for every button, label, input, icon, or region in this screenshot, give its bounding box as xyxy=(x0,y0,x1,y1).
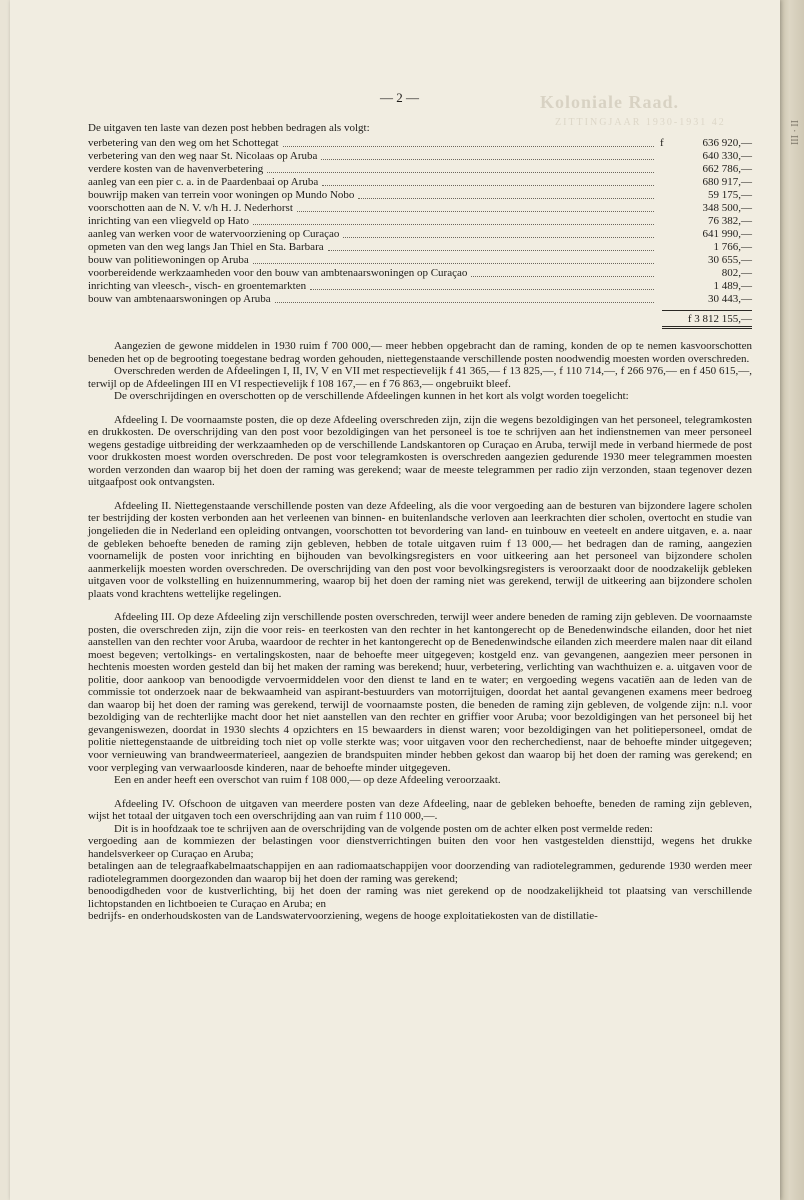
edge-marks: II · III xyxy=(788,120,799,145)
expenditure-label: bouw van politiewoningen op Aruba xyxy=(88,254,249,266)
body-paragraph: vergoeding aan de kommiezen der belastingen voor dienstverrichtingen buiten den voor hen vastgestelden diensttijd, wegens het drukke handelsverkeer op Curaçao en Aruba; xyxy=(88,835,752,860)
expenditure-item xyxy=(88,163,752,176)
expenditure-label: aanleg van een pier c. a. in de Paardenbaai op Aruba xyxy=(88,176,319,188)
expenditure-amount: 636 920,— xyxy=(702,137,752,149)
leader-dots xyxy=(358,198,654,199)
body-paragraph: Overschreden werden de Afdeelingen I, II, IV, V en VII met respectievelijk f 41 365,— f 13 825,—, f 110 714,—, f 266 976,— en f 450 615,—, terwijl op de Afdeelingen III en VI respectievelijk f 108 167,— en f 76 863,— ongebruikt bleef. xyxy=(88,365,752,390)
body-paragraphs xyxy=(88,340,752,923)
body-paragraph: bedrijfs- en onderhoudskosten van de Landswatervoorziening, wegens de hooge exploitatiekosten van de distillatie- xyxy=(88,910,598,923)
leader-dots xyxy=(253,263,654,264)
expenditure-label: verbetering van den weg naar St. Nicolaas op Aruba xyxy=(88,150,318,162)
currency-symbol: f xyxy=(660,137,664,149)
body-paragraph: Afdeeling I. De voornaamste posten, die op deze Afdeeling overschreden zijn, zijn die wegens bezoldigingen van het personeel, telegramkosten en drukkosten. De overschrijding van den post voor bezoldigingen van het personeel is toe te schrijven aan het indienstnemen van meer personeel wegens gestadige uitbreiding der werkzaamheden op de verschillende Landskantoren op Curaçao en Aruba, terwijl mede in verband hiermede de post voor drukkosten moest worden overschreden. De post voor telegramkosten is overschreden aangezien gedurende 1930 meer telegrammen moesten worden verzonden dan waarop bij het doen der raming was gerekend; waar de meeste telegrammen per radio zijn verzonden, staan tegenover dezen uitgaafpost ook ontvangsten. xyxy=(88,413,752,489)
book-page-edge xyxy=(780,0,804,1200)
expenditure-item xyxy=(88,241,752,254)
body-paragraph: betalingen aan de telegraafkabelmaatschappijen en aan radiomaatschappijen voor doorzending van radiotelegrammen, gedurende 1930 werden meer radiotelegrammen doorgezonden dan waarop bij het doen der raming was gerekend; xyxy=(88,860,752,885)
expenditure-amount: 1 489,— xyxy=(713,280,752,292)
expenditure-list xyxy=(88,137,752,306)
leader-dots xyxy=(471,276,654,277)
expenditure-label: bouw van ambtenaarswoningen op Aruba xyxy=(88,293,271,305)
leader-dots xyxy=(275,302,654,303)
expenditure-item xyxy=(88,176,752,189)
expenditure-item xyxy=(88,150,752,163)
expenditure-label: aanleg van werken voor de watervoorziening op Curaçao xyxy=(88,228,340,240)
expenditure-item xyxy=(88,202,752,215)
expenditure-item xyxy=(88,215,752,228)
expenditure-label: inrichting van vleesch-, visch- en groentemarkten xyxy=(88,280,307,292)
leader-dots xyxy=(283,146,654,147)
expenditure-item xyxy=(88,254,752,267)
expenditure-amount: 641 990,— xyxy=(702,228,752,240)
body-paragraph: Aangezien de gewone middelen in 1930 ruim f 700 000,— meer hebben opgebracht dan de raming, konden de op te nemen kasvoorschotten beneden het op de begrooting toegestane bedrag worden gehouden, niettegenstaande verschillende posten noodwendig moesten worden overschreden. xyxy=(88,340,752,365)
body-paragraph: De overschrijdingen en overschotten op de verschillende Afdeelingen kunnen in het kort als volgt worden toegelicht: xyxy=(114,390,629,403)
expenditure-intro: De uitgaven ten laste van dezen post hebben bedragen als volgt: xyxy=(88,122,370,134)
body-paragraph: benoodigdheden voor de kustverlichting, bij het doen der raming was niet gerekend op de noodzakelijkheid tot plaatsing van verschillende lichtopstanden en lichtboeien te Curaçao en Aruba; en xyxy=(88,885,752,910)
expenditure-item xyxy=(88,189,752,202)
bleed-through-subtitle: ZITTINGJAAR 1930-1931 42 xyxy=(555,117,726,128)
body-paragraph: Afdeeling IV. Ofschoon de uitgaven van meerdere posten van deze Afdeeling, naar de gebleken behoefte, beneden de raming zijn gebleven, wijst het totaal der uitgaven toch een overschrijding aan van ruim f 110 000,—. xyxy=(88,797,752,823)
expenditure-item xyxy=(88,293,752,306)
expenditure-amount: 1 766,— xyxy=(713,241,752,253)
leader-dots xyxy=(297,211,654,212)
total-amount: f 3 812 155,— xyxy=(662,310,752,330)
leader-dots xyxy=(343,237,654,238)
expenditure-label: inrichting van een vliegveld op Hato xyxy=(88,215,249,227)
leader-dots xyxy=(321,159,654,160)
expenditure-item xyxy=(88,228,752,241)
expenditure-amount: 640 330,— xyxy=(702,150,752,162)
expenditure-label: voorbereidende werkzaamheden voor den bouw van ambtenaarswoningen op Curaçao xyxy=(88,267,468,279)
expenditure-amount: 59 175,— xyxy=(708,189,752,201)
expenditure-label: verdere kosten van de havenverbetering xyxy=(88,163,264,175)
leader-dots xyxy=(310,289,654,290)
expenditure-amount: 662 786,— xyxy=(702,163,752,175)
body-paragraph: Afdeeling II. Niettegenstaande verschillende posten van deze Afdeeling, als die voor vergoeding aan de besturen van bijzondere lagere scholen ter bestrijding der kosten verbonden aan het verleenen van binnen- en buitenlandsche verloven aan leerkrachten dier scholen, overtocht en studie van jongelieden die in Nederland een opleiding ontvangen, voorschotten tot bevordering van land- en tuinbouw en veeteelt en andere uitgaven, e. a. naar de gebleken behoefte beneden de raming zijn gebleven, hebben de totale uitgaven ruim f 13 000,— het bedragen dan de raming, aangezien voornamelijk de posten voor inrichting en bijhouden van bevolkingsregisters en voor uitkeering aan het personeel van bijzondere scholen aanmerkelijk moesten worden overschreden. De overschrijding van den post voor bevolkingsregisters is veroorzaakt door de noodzakelijk gebleken uitgaven voor de volkstelling en huizennummering, waarop bij het doen der raming niet was gerekend, terwijl de uitkeering aan bijzondere scholen plaats vond krachtens wettelijke regelingen. xyxy=(88,499,752,600)
expenditure-label: bouwrijp maken van terrein voor woningen op Mundo Nobo xyxy=(88,189,355,201)
expenditure-label: opmeten van den weg langs Jan Thiel en Sta. Barbara xyxy=(88,241,324,253)
leader-dots xyxy=(253,224,654,225)
expenditure-amount: 348 500,— xyxy=(702,202,752,214)
expenditure-amount: 802,— xyxy=(721,267,752,279)
leader-dots xyxy=(267,172,654,173)
body-paragraph: Dit is in hoofdzaak toe te schrijven aan de overschrijding van de volgende posten om de achter elken post vermelde reden: xyxy=(114,822,653,835)
total-row xyxy=(88,310,752,330)
leader-dots xyxy=(328,250,654,251)
body-paragraph: Een en ander heeft een overschot van ruim f 108 000,— op deze Afdeeling veroorzaakt. xyxy=(114,774,501,787)
expenditure-label: verbetering van den weg om het Schottegat xyxy=(88,137,279,149)
expenditure-item xyxy=(88,280,752,293)
expenditure-amount: 76 382,— xyxy=(708,215,752,227)
expenditure-item xyxy=(88,267,752,280)
body-paragraph: Afdeeling III. Op deze Afdeeling zijn verschillende posten overschreden, terwijl weer andere beneden de raming zijn gebleven. De voornaamste posten, die overschreden zijn, zijn die voor reis- en teerkosten van den rechter in het kantongerecht op de Benedenwindsche eilanden, door het niet aanstellen van den rechter voor Aruba, waardoor de rechter in het kantongerecht op de Benedenwindsche eilanden zich meerdere malen naar dit eiland moest begeven; vertolkings- en vertalingskosten, naar de behoefte meer uitgegeven; kostgeld enz. van gevangenen, aangezien meer personen in hechtenis moesten worden gesteld dan bij het maken der raming was berekend; huur, verbetering, verlichting van wachthuizen e. a. uitgaven voor de politie, door aankoop van benoodigde vervoermiddelen voor den dienst te land en te water; en vergoeding wegens vacatiën aan de leden van de commissie tot onderzoek naar de bekwaamheid van aspirant-bestuurders van motorrijtuigen, doordat het aantal gevangenen examens meer bedroeg dan waarop bij het doen der raming was gerekend, terwijl de voornaamste posten, die beneden de raming zijn gebleven, de volgende zijn: n.l. voor bezoldiging van de rechterlijke macht door het niet aanstellen van den rechter en griffier voor Aruba; voor bezoldigingen van het personeel bij het gevangeniswezen, doordat in 1930 slechts 4 opzichters en 15 bewaarders in dienst waren; voor bezoldigingen van het politiepersoneel, omdat de politie niettegenstaande de uitbreiding toch niet op volle sterkte was; voor uitgaven voor den recherchedienst, naar de behoefte minder uitgegeven; voor vernieuwing van brandweermaterieel, aangezien de brandspuiten minder hebben gekost dan waarop bij het doen der raming was gerekend; en voor verpleging van verwaarloosde kinderen, naar de behoefte minder uitgegeven. xyxy=(88,611,752,774)
page-number: — 2 — xyxy=(380,90,419,105)
leader-dots xyxy=(322,185,654,186)
expenditure-amount: 680 917,— xyxy=(702,176,752,188)
expenditure-amount: 30 443,— xyxy=(708,293,752,305)
bleed-through-title: Koloniale Raad. xyxy=(540,92,680,112)
expenditure-label: voorschotten aan de N. V. v/h H. J. Nederhorst xyxy=(88,202,293,214)
expenditure-amount: 30 655,— xyxy=(708,254,752,266)
expenditure-item xyxy=(88,137,752,150)
document-body xyxy=(88,122,752,923)
